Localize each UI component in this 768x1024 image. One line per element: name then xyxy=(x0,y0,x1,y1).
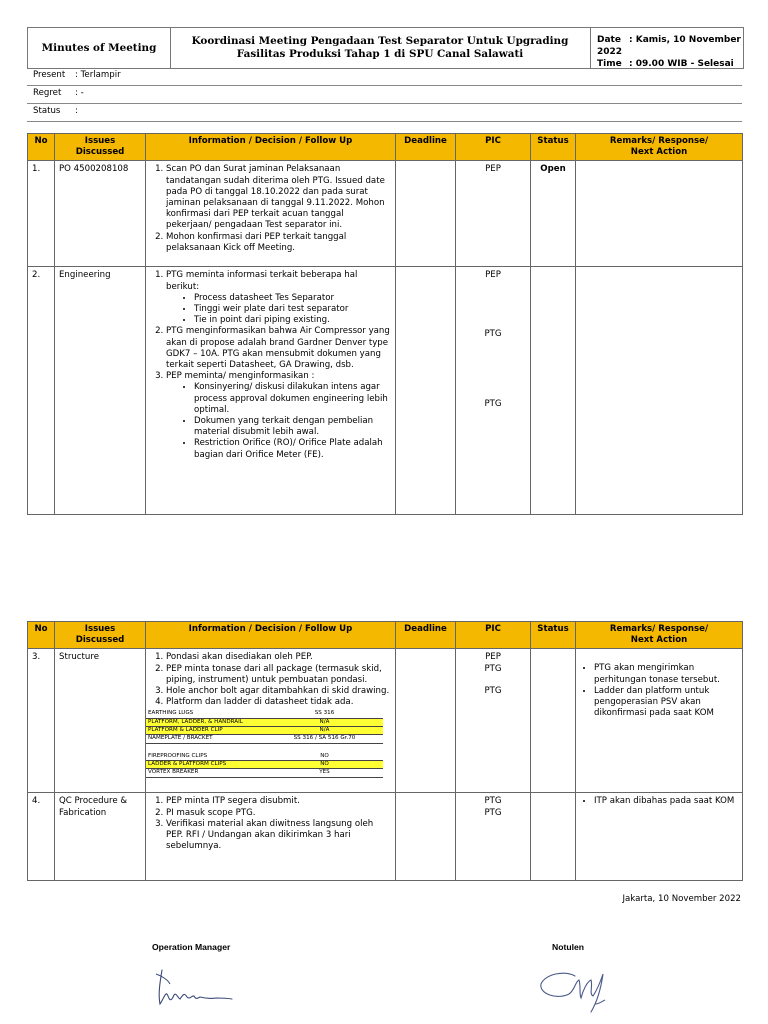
row-info xyxy=(146,793,396,881)
row-status xyxy=(531,793,576,881)
list-item: 3. PEP meminta/ menginformasikan : • Konsinyering/ diskusi dilakukan intens agar process approval dokumen engineering lebih optimal. • Dokumen yang terkait dengan pembelian material disubmit lebih awal. • Restriction Orifice (RO)/ Orifice Plate adalah bagian dari Orifice Meter (FE). xyxy=(166,371,391,461)
col-remarks: Remarks/ Response/ Next Action xyxy=(576,134,743,161)
meeting-header xyxy=(27,27,744,69)
row-no: 2. xyxy=(28,267,55,515)
pic-value: PTG xyxy=(484,328,502,339)
date-time-block xyxy=(591,28,743,68)
operation-manager-signature xyxy=(150,962,245,1012)
row-info xyxy=(146,267,396,515)
table-row xyxy=(28,793,743,881)
datasheet-row: LADDER & PLATFORM CLIPS NO xyxy=(146,760,383,768)
time-label: Time xyxy=(597,59,622,69)
datasheet-row: PLATFORM & LADDER CLIP N/A xyxy=(146,727,383,735)
datasheet-row: PLATFORM, LADDER, & HANDRAIL N/A xyxy=(146,718,383,726)
table-row xyxy=(28,161,743,267)
row-issue: QC Procedure & Fabrication xyxy=(55,793,146,881)
col-info: Information / Decision / Follow Up xyxy=(146,622,396,649)
table-header-row xyxy=(28,134,743,161)
row-pic xyxy=(456,793,531,881)
pic-value: PEP xyxy=(485,270,501,281)
col-status: Status xyxy=(531,134,576,161)
row-status xyxy=(531,267,576,515)
regret-row xyxy=(27,85,742,104)
row-info xyxy=(146,649,396,793)
col-status: Status xyxy=(531,622,576,649)
pic-value: PTG xyxy=(484,663,502,674)
col-deadline: Deadline xyxy=(396,134,456,161)
row-status xyxy=(531,649,576,793)
bullet-item: • Process datasheet Tes Separator xyxy=(194,293,391,304)
row-no: 3. xyxy=(28,649,55,793)
bullet-item: • Dokumen yang terkait dengan pembelian material disubmit lebih awal. xyxy=(194,416,391,438)
col-pic: PIC xyxy=(456,622,531,649)
col-remarks: Remarks/ Response/ Next Action xyxy=(576,622,743,649)
col-issues: Issues Discussed xyxy=(55,622,146,649)
col-issues: Issues Discussed xyxy=(55,134,146,161)
time-value: : 09.00 WIB - Selesai xyxy=(629,59,734,69)
row-remarks xyxy=(576,161,743,267)
row-remarks xyxy=(576,649,743,793)
pic-value: PTG xyxy=(484,807,502,818)
signature-label-right: Notulen xyxy=(552,942,584,952)
date-value: : Kamis, 10 November 2022 xyxy=(597,35,741,57)
table-row xyxy=(28,267,743,515)
row-status: Open xyxy=(531,161,576,267)
row-info xyxy=(146,161,396,267)
bullet-item: • Tie in point dari piping existing. xyxy=(194,315,391,326)
present-row xyxy=(27,67,742,86)
list-item: 1. PEP minta ITP segera disubmit. xyxy=(166,796,391,807)
list-item: 1. Pondasi akan disediakan oleh PEP. xyxy=(166,652,391,663)
col-no: No xyxy=(28,134,55,161)
place-date: Jakarta, 10 November 2022 xyxy=(622,894,741,904)
list-item: 2. PEP minta tonase dari all package (termasuk skid, piping, instrument) untuk pembuatan pondasi. xyxy=(166,664,391,686)
col-deadline: Deadline xyxy=(396,622,456,649)
document-type: Minutes of Meeting xyxy=(28,28,171,68)
row-remarks xyxy=(576,793,743,881)
datasheet-row: VORTEX BREAKER YES xyxy=(146,769,383,777)
datasheet-row: FIREPROOFING CLIPS NO xyxy=(146,753,383,761)
row-no: 4. xyxy=(28,793,55,881)
regret-value: : - xyxy=(75,88,84,98)
minutes-table-1 xyxy=(27,133,743,515)
present-label: Present xyxy=(33,70,66,80)
list-item: 2. PTG menginformasikan bahwa Air Compressor yang akan di propose adalah brand Gardner Denver type GDK7 – 10A. PTG akan mensubmit dokumen yang terkait seperti Datasheet, GA Drawing, dsb. xyxy=(166,326,391,371)
list-item: 3. Verifikasi material akan diwitness langsung oleh PEP. RFI / Undangan akan dikirimkan 3 hari sebelumnya. xyxy=(166,819,391,853)
present-value: : Terlampir xyxy=(75,70,121,80)
remark-item: • ITP akan dibahas pada saat KOM xyxy=(594,796,738,807)
remark-item: • Ladder dan platform untuk pengoperasian PSV akan dikonfirmasi pada saat KOM xyxy=(594,686,738,720)
list-item: 2. Mohon konfirmasi dari PEP terkait tanggal pelaksanaan Kick off Meeting. xyxy=(166,232,391,254)
table-header-row xyxy=(28,622,743,649)
row-pic xyxy=(456,267,531,515)
col-no: No xyxy=(28,622,55,649)
list-item: 2. PI masuk scope PTG. xyxy=(166,808,391,819)
signature-label-left: Operation Manager xyxy=(152,942,231,952)
row-deadline xyxy=(396,161,456,267)
col-info: Information / Decision / Follow Up xyxy=(146,134,396,161)
row-no: 1. xyxy=(28,161,55,267)
row-remarks xyxy=(576,267,743,515)
bullet-item: • Restriction Orifice (RO)/ Orifice Plate adalah bagian dari Orifice Meter (FE). xyxy=(194,438,391,460)
list-item: 1. Scan PO dan Surat jaminan Pelaksanaan tandatangan sudah diterima oleh PTG. Issued date pada PO di tanggal 18.10.2022 dan pada surat jaminan pelaksanaan di tanggal 9.11.2022. Mohon konfirmasi dari PEP terkait acuan tanggal pekerjaan/ pengadaan Test separator ini. xyxy=(166,164,391,231)
col-pic: PIC xyxy=(456,134,531,161)
pic-value: PTG xyxy=(484,796,502,807)
row-issue: Engineering xyxy=(55,267,146,515)
row-issue: Structure xyxy=(55,649,146,793)
minutes-table-2 xyxy=(27,621,743,881)
bullet-item: • Tinggi weir plate dari test separator xyxy=(194,304,391,315)
list-item: 1. PTG meminta informasi terkait beberapa hal berikut: • Process datasheet Tes Separator • Tinggi weir plate dari test separator • Tie in point dari piping existing. xyxy=(166,270,391,326)
status-row xyxy=(27,103,742,122)
regret-label: Regret xyxy=(33,88,62,98)
list-item: 4. Platform dan ladder di datasheet tidak ada. xyxy=(166,697,391,708)
bullet-item: • Konsinyering/ diskusi dilakukan intens agar process approval dokumen engineering lebih optimal. xyxy=(194,382,391,416)
row-pic: PEP xyxy=(456,161,531,267)
pic-value: PEP xyxy=(485,652,501,663)
remark-item: • PTG akan mengirimkan perhitungan tonase tersebut. xyxy=(594,663,738,685)
datasheet-excerpt xyxy=(146,710,383,777)
list-item: 3. Hole anchor bolt agar ditambahkan di skid drawing. xyxy=(166,686,391,697)
datasheet-row: NAMEPLATE / BRACKET SS 316 / SA 516 Gr.70 xyxy=(146,735,383,743)
row-issue: PO 4500208108 xyxy=(55,161,146,267)
pic-value: PTG xyxy=(484,398,502,409)
row-pic xyxy=(456,649,531,793)
row-deadline xyxy=(396,793,456,881)
date-label: Date xyxy=(597,35,621,45)
pic-value: PTG xyxy=(484,685,502,696)
datasheet-row: EARTHING LUGS SS 316 xyxy=(146,710,383,718)
row-deadline xyxy=(396,649,456,793)
meeting-title: Koordinasi Meeting Pengadaan Test Separator Untuk Upgrading Fasilitas Produksi Tahap 1 di SPU Canal Salawati xyxy=(170,28,591,68)
status-label: Status xyxy=(33,106,61,116)
status-value: : xyxy=(75,106,78,116)
row-deadline xyxy=(396,267,456,515)
notulen-signature xyxy=(535,960,615,1015)
table-row xyxy=(28,649,743,793)
